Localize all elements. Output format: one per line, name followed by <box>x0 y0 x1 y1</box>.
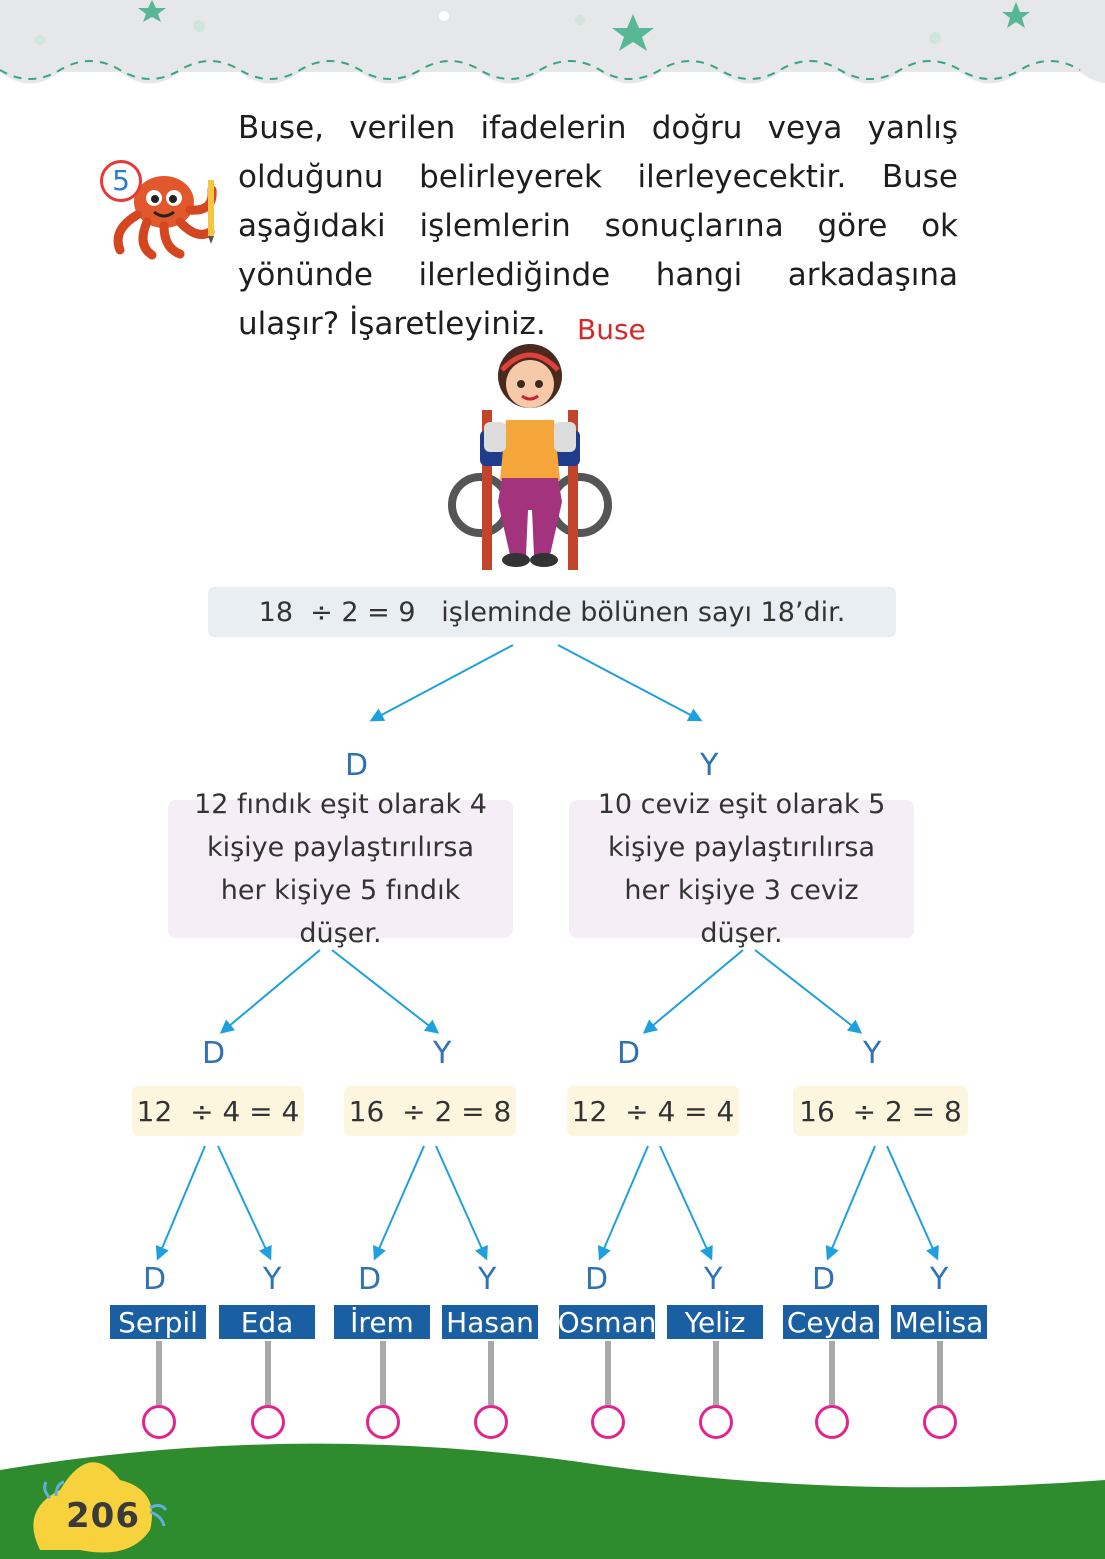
friend-name-eda: Eda <box>217 1303 317 1341</box>
arrow <box>332 950 437 1032</box>
equation-text: 12 ÷ 4 = 4 <box>136 1094 300 1128</box>
equation-text: 16 ÷ 2 = 8 <box>348 1094 512 1128</box>
label-y: Y <box>478 1262 497 1297</box>
connector-stick <box>937 1341 943 1405</box>
arrow <box>887 1146 937 1258</box>
connector-stick <box>265 1341 271 1405</box>
arrow <box>660 1146 711 1258</box>
arrow <box>222 950 320 1032</box>
arrow <box>645 950 743 1032</box>
label-y: Y <box>930 1262 949 1297</box>
top-decorative-band <box>0 0 1105 110</box>
equation-text: 12 ÷ 4 = 4 <box>571 1094 735 1128</box>
connector-stick <box>156 1341 162 1405</box>
statement-right: 10 ceviz eşit olarak 5 kişiye paylaştırılırsa her kişiye 3 ceviz düşer. <box>597 789 886 949</box>
label-d: D <box>143 1262 167 1297</box>
statement-box-right <box>569 789 914 949</box>
arrow <box>558 645 700 720</box>
friend-name-hasan: Hasan <box>440 1303 540 1341</box>
equation-text: 16 ÷ 2 = 8 <box>799 1094 962 1128</box>
label-y: Y <box>704 1262 723 1297</box>
equation-box <box>567 1086 739 1136</box>
label-d: D <box>585 1262 609 1297</box>
friend-name-serpil: Serpil <box>108 1303 208 1341</box>
label-d: D <box>617 1036 641 1071</box>
arrow <box>755 950 860 1032</box>
arrow <box>436 1146 486 1258</box>
arrow <box>372 645 513 720</box>
connector-stick <box>829 1341 835 1405</box>
arrow <box>828 1146 875 1258</box>
label-y: Y <box>263 1262 282 1297</box>
label-y: Y <box>433 1036 452 1071</box>
label-d: D <box>812 1262 836 1297</box>
label-d: D <box>202 1036 226 1071</box>
label-d: D <box>345 748 369 783</box>
connector-stick <box>713 1341 719 1405</box>
arrow <box>375 1146 424 1258</box>
page-number: 206 <box>66 1496 140 1536</box>
arrow <box>218 1146 270 1258</box>
label-d: D <box>358 1262 382 1297</box>
friend-name-yeliz: Yeliz <box>665 1303 765 1341</box>
equation-box <box>793 1086 968 1136</box>
statement-box-left <box>168 789 513 949</box>
equation-box <box>132 1086 304 1136</box>
connector-stick <box>488 1341 494 1405</box>
friend-name-irem: İrem <box>332 1303 432 1341</box>
connector-stick <box>605 1341 611 1405</box>
label-y: Y <box>700 748 719 783</box>
statement-left: 12 fındık eşit olarak 4 kişiye paylaştırılırsa her kişiye 5 fındık düşer. <box>194 789 487 949</box>
root-statement: 18 ÷ 2 = 9 işleminde bölünen sayı 18’dir. <box>258 596 846 628</box>
start-name-label: Buse <box>577 313 646 346</box>
arrow <box>158 1146 205 1258</box>
bottom-grass-band <box>0 1420 1105 1559</box>
equation-box <box>344 1086 516 1136</box>
friend-name-melisa: Melisa <box>889 1303 989 1341</box>
question-number-badge: 5 <box>100 160 142 202</box>
friend-name-osman: Osman <box>557 1303 657 1341</box>
question-text: Buse, verilen ifadelerin doğru veya yanlış olduğunu belirleyerek ilerleyecektir. Buse aşağıdaki işlemlerin sonuçlarına göre ok yönünde ilerlediğinde hangi arkadaşına ulaşır? İşaretleyiniz. <box>238 110 958 342</box>
root-statement-box <box>208 587 896 637</box>
girl-in-wheelchair-icon <box>440 330 620 580</box>
connector-stick <box>380 1341 386 1405</box>
label-y: Y <box>863 1036 882 1071</box>
arrow <box>600 1146 648 1258</box>
friend-name-ceyda: Ceyda <box>781 1303 881 1341</box>
